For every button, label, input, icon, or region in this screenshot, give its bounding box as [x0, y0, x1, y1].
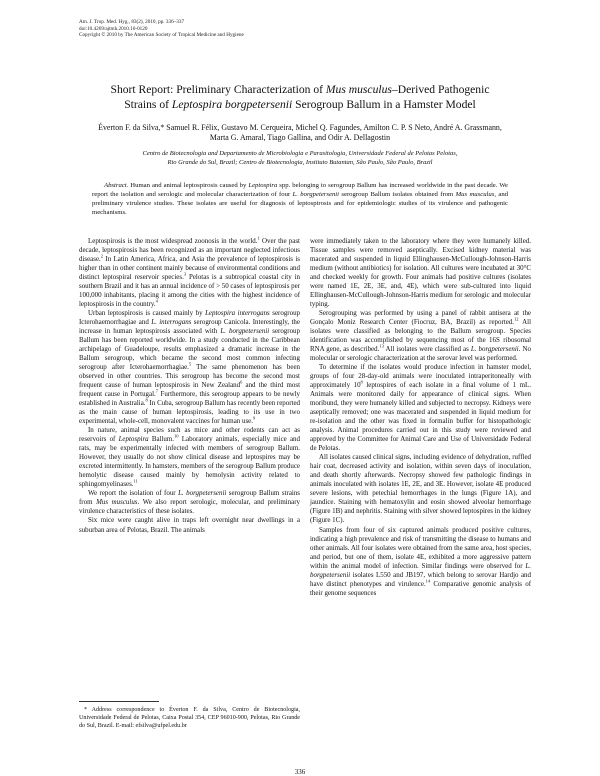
paragraph: We report the isolation of four L. borgpetersenii serogroup Ballum strains from Mus musculus. We also report serologic, molecular, and preliminary virulence characteristics of these isolates.: [79, 489, 300, 516]
article-title: Short Report: Preliminary Characterization of Mus musculus–Derived Pathogenic Strains of Leptospira borgpetersenii Serogroup Ballum in a Hamster Model: [110, 83, 490, 111]
footnote-divider: [79, 701, 159, 702]
paragraph: were immediately taken to the laboratory where they were humanely killed. Tissue samples were removed aseptically. Excised kidney material was macerated and suspended in liquid Ellinghausen-McCullough-Johnson-Harris medium (without antibiotics) for isolation. All cultures were incubated at 30°C and checked weekly for growth. Four animals had positive cultures (isolates were named 1E, 2E, 3E, and, 4E), which were sub-cultured into liquid Ellinghausen-McCullough-Johnson-Harris medium for serologic and molecular typing.: [310, 237, 531, 309]
paragraph: Urban leptospirosis is caused mainly by Leptospira interrogans serogroup Icterohaemorrhagiae and L. interrogans serogroup Canicola. Interestingly, the increase in human leptospirosis associated with L. borgpetersenii serogroup Ballum has been reported worldwide. In a study conducted in the Caribbean archipelago of Guadeloupe, results emphasized a dramatic increase in the Ballum serogroup, which became the second most common infecting serogroup after Icterohaemorrhagiae.$^5$ The same phenomenon has been observed in other countries. This serogroup has become the second most frequent cause of human leptospirosis in New Zealand$^6$ and the third most frequent cause in Portugal.$^7$ Furthermore, this serogroup appears to be newly established in Australia.$^8$ In Cuba, serogroup Ballum has recently been reported as the main cause of human leptospirosis, leading to its use in two experimental, whole-cell, monovalent vaccines for human use.$^9$: [79, 309, 301, 426]
right-column: [310, 237, 531, 598]
abstract-label: Abstract.: [104, 182, 129, 189]
journal-citation: Am. J. Trop. Med. Hyg., 83(2), 2010, pp. 336–337: [79, 19, 185, 25]
abstract: Abstract. Human and animal leptospirosis caused by Leptospira spp. belonging to serogroup Ballum has increased worldwide in the past decade. We report the isolation and serologic and molecular characterization of four L. borgpetersenii serogroup Ballum isolates obtained from Mus musculus, and preliminary virulence studies. These isolates are useful for diagnosis of leptospirosis and for epidemiologic studies of its virulence and pathogenic mechanisms.: [92, 182, 509, 216]
author-list: Éverton F. da Silva,* Samuel R. Félix, Gustavo M. Cerqueira, Michel Q. Fagundes, Amilton C. P. S Neto, André A. Grassmann, Marta G. Amaral, Tiago Gallina, and Odir A. Dellagostin: [98, 123, 502, 142]
paragraph: All isolates caused clinical signs, including evidence of dehydration, ruffled hair coat, decreased activity and isolation, within seven days of inoculation, and death shortly afterwards. Necropsy showed few pathologic findings in animals inoculated with isolates 1E, 2E, and 3E. However, isolate 4E produced severe lesions, with petechial hemorrhages in the lungs (Figure 1A), and jaundice. Staining with hematoxylin and eosin showed alveolar hemorrhage (Figure 1B) and nephritis. Staining with silver showed leptospires in the kidney (Figure 1C).: [310, 453, 531, 525]
journal-doi: doi:10.4269/ajtmh.2010.10-0120: [79, 25, 148, 32]
paragraph: Six mice were caught alive in traps left overnight near dwellings in a suburban area of Pelotas, Brazil. The animals: [79, 516, 300, 534]
paragraph: Leptospirosis is the most widespread zoonosis in the world.$^1$ Over the past decade, leptospirosis has been recognized as an important neglected infectious disease.$^2$ In Latin America, Africa, and Asia the prevalence of leptospirosis is higher than in other continent mainly because of environmental conditions and distinct leptospiral reservoir species.$^3$ Pelotas is a subtropical coastal city in southern Brazil and it has an annual incidence of > 50 cases of leptospirosis per 100,000 inhabitants, placing it among the cities with the highest incidence of leptospirosis in the country.$^4$: [79, 235, 300, 309]
paragraph: Samples from four of six captured animals produced positive cultures, indicating a high prevalence and risk of transmitting the disease to humans and other animals. All four isolates were obtained from the same area, host species, and period, but one of them, isolate 4E, exhibited a more aggressive pattern within the animal model of infection. Similar findings were observed for L. borgpetersenii isolates L550 and JB197, which belong to serovar Hardjo and have distinct phenotypes and virulence.$^{14}$ Comparative genomic analysis of their genome sequences: [310, 525, 531, 597]
journal-copyright: Copyright © 2010 by The American Society of Tropical Medicine and Hygiene: [79, 32, 244, 39]
paragraph: Serogrouping was performed by using a panel of rabbit antisera at the Gonçalo Moniz Research Center (Fiocruz, BA, Brazil) as reported.$^{12}$ All isolates were classified as belonging to the Ballum serogroup. Species identification was accomplished by sequencing most of the 16S ribosomal RNA gene, as described.$^{13}$ All isolates were classified as L. borgpetersenii. No molecular or serologic characterization at the serovar level was performed.: [310, 309, 531, 363]
paragraph: In nature, animal species such as mice and other rodents can act as reservoirs of Leptospira Ballum.$^{10}$ Laboratory animals, especially mice and rats, may be experimentally infected with members of serogroup Ballum. However, they usually do not show clinical disease and leptospires may be excreted intermittently. In hamsters, members of the serogroup Ballum produce hemolytic disease caused mainly by hemolysin activity related to sphingomyelinases.$^{11}$: [79, 426, 300, 489]
affiliation: Centro de Biotecnologia and Departamento de Microbiologia e Parasitologia, Universidade Federal de Pelotas Pelotas, Rio Grande do Sul, Brazil; Centro de Biotecnologia, Instituto Butantan, São Paulo, São Paulo, Brazil: [142, 150, 458, 166]
paragraph: To determine if the isolates would produce infection in hamster model, groups of four 28-day-old animals were inoculated intraperitoneally with approximately $10^8$ leptospires of each isolate in a final volume of 1 mL. Animals were monitored daily for appearance of clinical signs. When moribund, they were humanely killed and subjected to necropsy. Kidneys were aseptically removed; one was macerated and suspended in liquid medium for re-isolation and the other was fixed in formalin buffer for histopathologic analysis. Animal procedures carried out in this study were reviewed and approved by the Committee for Animal Care and Use of Universidade Federal de Pelotas.: [310, 363, 531, 453]
correspondence-footnote: * Address correspondence to Éverton F. da Silva, Centro de Biotecnologia, Universidade Federal de Pelotas, Caixa Postal 354, CEP 96010-900, Pelotas, Rio Grande do Sul, Brazil. E-mail: efsilva@ufpel.edu.br: [79, 707, 300, 729]
page-number: 336: [294, 768, 306, 776]
left-column: [79, 237, 300, 535]
journal-header: [79, 19, 379, 39]
